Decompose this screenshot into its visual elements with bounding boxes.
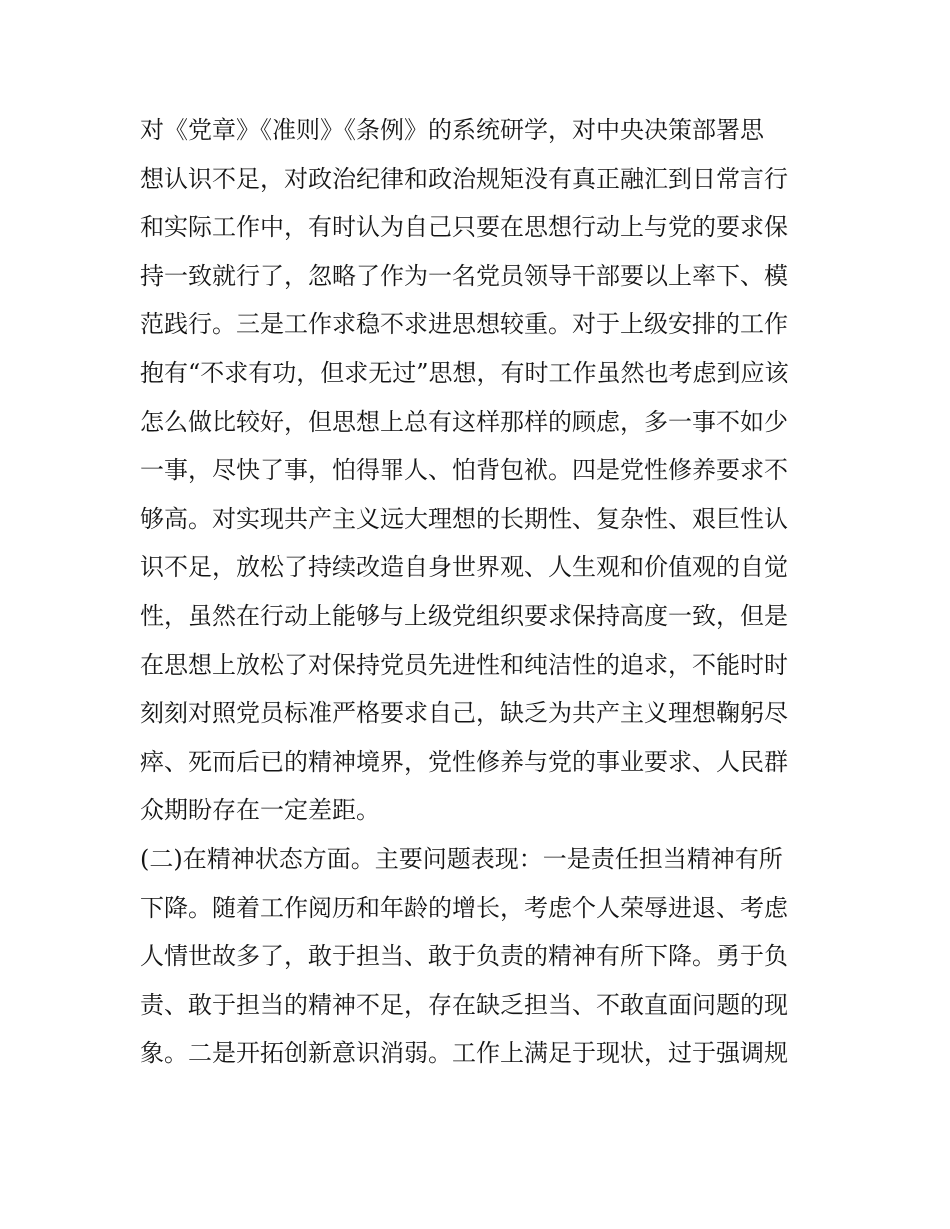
text-line: 怎么做比较好，但思想上总有这样那样的顾虑，多一事不如少 [140, 407, 788, 436]
text-line: 一事，尽快了事，怕得罪人、怕背包袱。四是党性修养要求不 [140, 456, 788, 485]
text-line: 瘁、死而后已的精神境界，党性修养与党的事业要求、人民群 [140, 747, 788, 776]
text-line: 抱有“不求有功，但求无过”思想，有时工作虽然也考虑到应该 [140, 358, 789, 387]
text-line: 众期盼存在一定差距。 [140, 796, 380, 825]
body-text [140, 106, 820, 1078]
text-line: 刻刻对照党员标准严格要求自己，缺乏为共产主义理想鞠躬尽 [140, 699, 788, 728]
text-line: 对《党章》《准则》《条例》的系统研学，对中央决策部署思 [140, 116, 764, 144]
text-line: 范践行。三是工作求稳不求进思想较重。对于上级安排的工作 [140, 310, 788, 339]
text-line: 责、敢于担当的精神不足，存在缺乏担当、不敢直面问题的现 [140, 990, 788, 1019]
text-line: 持一致就行了，忽略了作为一名党员领导干部要以上率下、模 [140, 261, 788, 290]
text-line: 性，虽然在行动上能够与上级党组织要求保持高度一致，但是 [140, 601, 788, 630]
text-line: 想认识不足，对政治纪律和政治规矩没有真正融汇到日常言行 [140, 164, 788, 193]
text-line: 在思想上放松了对保持党员先进性和纯洁性的追求，不能时时 [140, 650, 788, 679]
text-line: 下降。随着工作阅历和年龄的增长，考虑个人荣辱进退、考虑 [140, 893, 788, 922]
text-line: 够高。对实现共产主义远大理想的长期性、复杂性、艰巨性认 [140, 504, 788, 533]
text-line: 和实际工作中，有时认为自己只要在思想行动上与党的要求保 [140, 213, 788, 242]
text-line: (二)在精神状态方面。主要问题表现：一是责任担当精神有所 [140, 844, 783, 873]
text-line: 识不足，放松了持续改造自身世界观、人生观和价值观的自觉 [140, 553, 788, 582]
text-line: 象。二是开拓创新意识消弱。工作上满足于现状，过于强调规 [140, 1039, 788, 1068]
text-line: 人情世故多了，敢于担当、敢于负责的精神有所下降。勇于负 [140, 942, 788, 971]
